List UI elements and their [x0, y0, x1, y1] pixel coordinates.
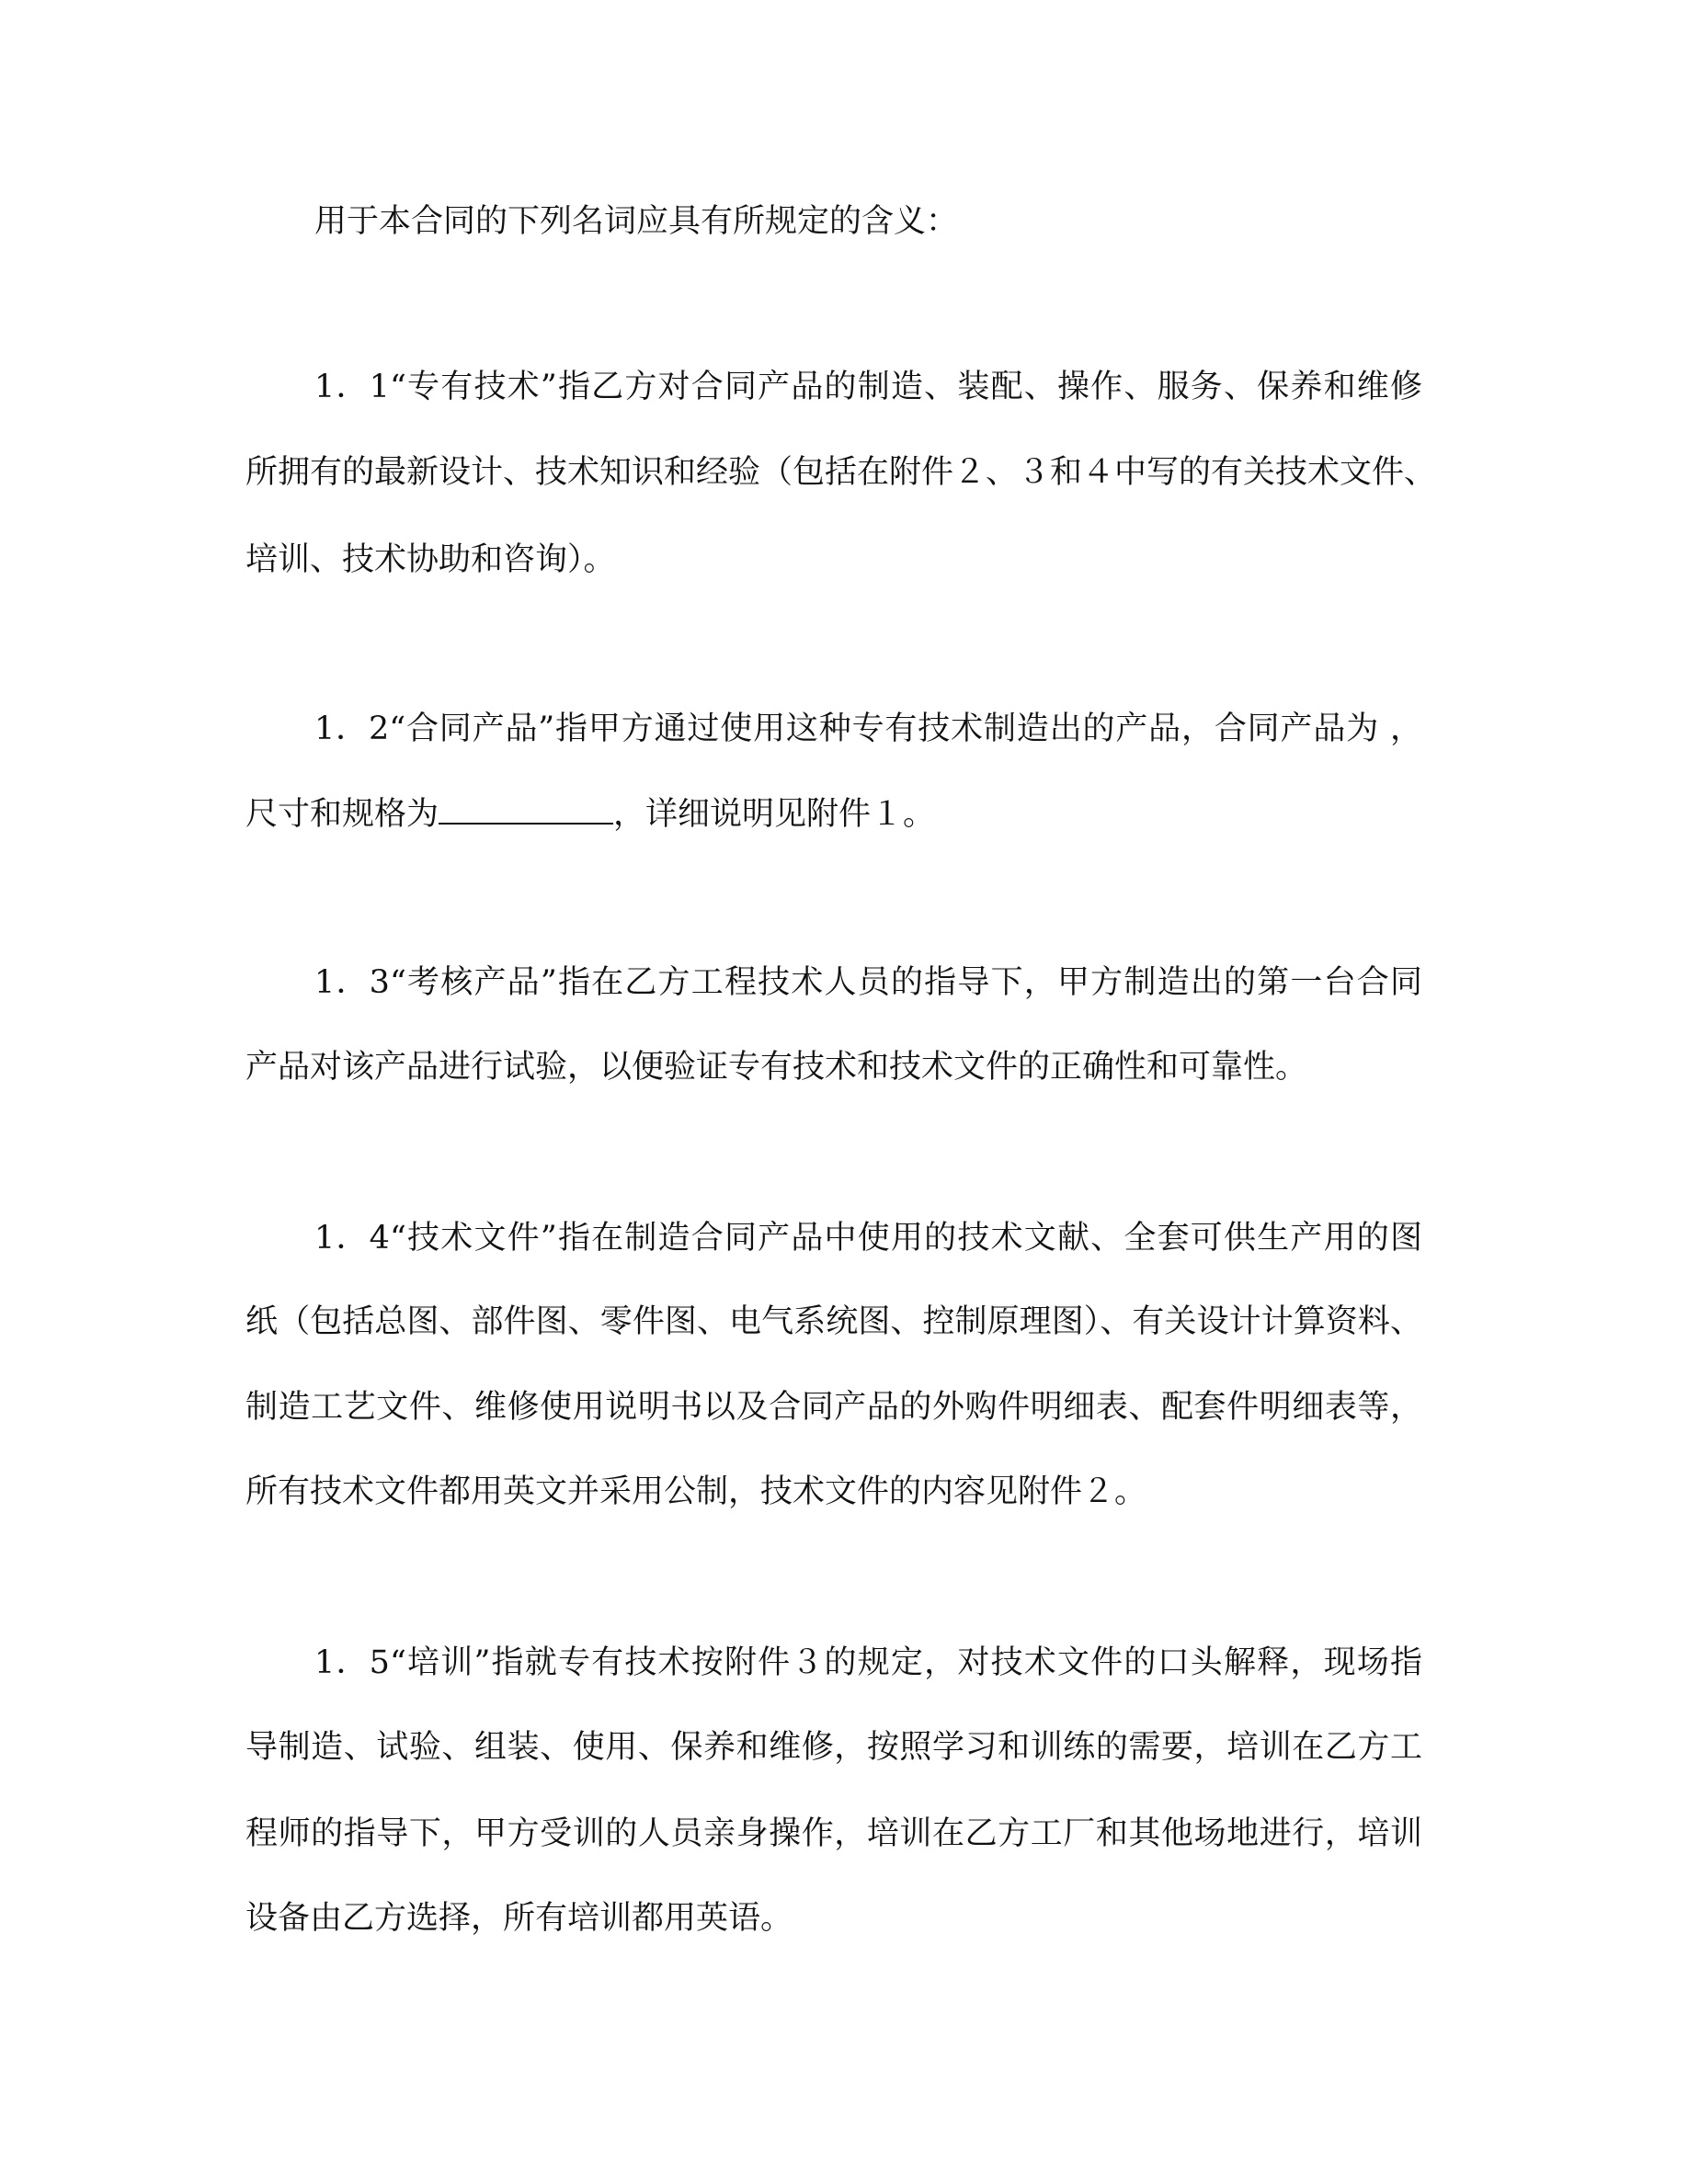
paragraph-line: 程师的指导下，甲方受训的人员亲身操作，培训在乙方工厂和其他场地进行，培训: [245, 1815, 1422, 1852]
fill-in-blank: [439, 795, 613, 825]
paragraph-line: 所有技术文件都用英文并采用公制，技术文件的内容见附件２。: [245, 1473, 1147, 1510]
paragraph-line: 制造工艺文件、维修使用说明书以及合同产品的外购件明细表、配套件明细表等，: [245, 1389, 1422, 1426]
intro-text: 用于本合同的下列名词应具有所规定的含义：: [314, 203, 959, 240]
paragraph-line: 1．2“合同产品”指甲方通过使用这种专有技术制造出的产品，合同产品为 ，: [314, 711, 1422, 747]
paragraph-line: 1．3“考核产品”指在乙方工程技术人员的指导下，甲方制造出的第一台合同: [314, 964, 1422, 1001]
paragraph-line: 1．1“专有技术”指乙方对合同产品的制造、装配、操作、服务、保养和维修: [314, 369, 1422, 405]
paragraph-text: ，详细说明见附件１。: [613, 796, 936, 833]
paragraph-line: 培训、技术协助和咨询）。: [245, 541, 616, 578]
paragraph-line: [245, 791, 1422, 837]
paragraph-text: 尺寸和规格为: [245, 796, 439, 833]
paragraph-line: 所拥有的最新设计、技术知识和经验（包括在附件２、３和４中写的有关技术文件、: [245, 454, 1437, 491]
paragraph-line: 纸（包括总图、部件图、零件图、电气系统图、控制原理图）、有关设计计算资料、: [245, 1303, 1422, 1340]
paragraph-line: 1．5“培训”指就专有技术按附件３的规定，对技术文件的口头解释，现场指: [314, 1644, 1422, 1681]
paragraph-line: 产品对该产品进行试验，以便验证专有技术和技术文件的正确性和可靠性。: [245, 1049, 1308, 1086]
paragraph-line: 1．4“技术文件”指在制造合同产品中使用的技术文献、全套可供生产用的图: [314, 1220, 1422, 1257]
paragraph-line: 设备由乙方选择，所有培训都用英语。: [245, 1900, 793, 1937]
paragraph-line: 导制造、试验、组装、使用、保养和维修，按照学习和训练的需要，培训在乙方工: [245, 1729, 1422, 1766]
